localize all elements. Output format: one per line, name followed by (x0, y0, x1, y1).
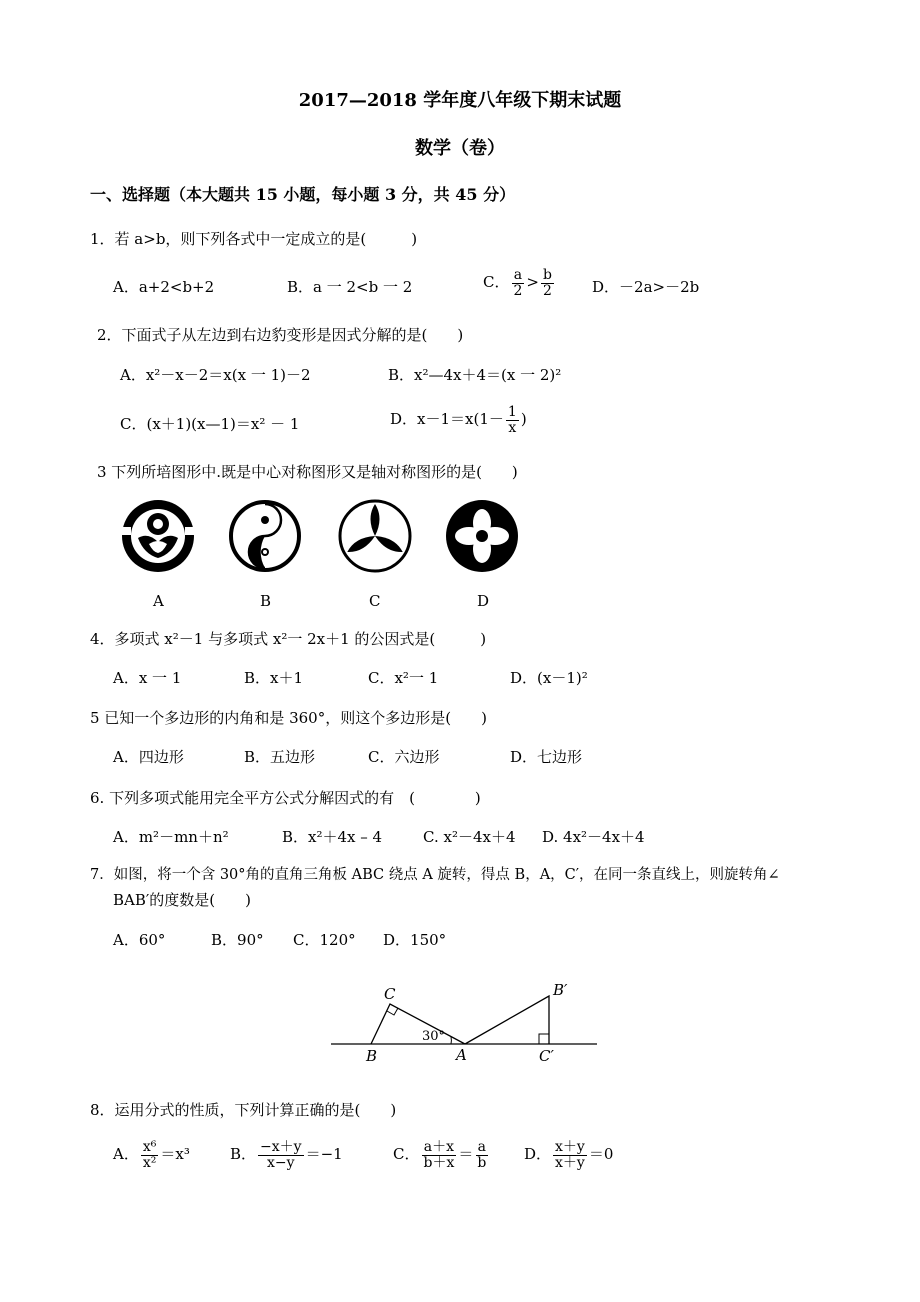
q8-d-frac (553, 1140, 587, 1170)
q1-c-operator: > (526, 273, 539, 292)
q5-option-b: B．五边形 (244, 748, 316, 766)
numerator: x＋y (555, 1139, 585, 1155)
q8-c-frac-right (475, 1140, 488, 1170)
q4-option-c: C．x²一 1 (368, 669, 439, 687)
q7-option-d: D．150° (383, 931, 447, 949)
q4-stem: 4．多项式 x²－1 与多项式 x²一 2x＋1 的公因式是( ) (90, 630, 487, 648)
q5-option-d: D．七边形 (510, 748, 583, 766)
q8-d-suffix: ＝0 (588, 1145, 614, 1164)
right-angle-mark-c (387, 1008, 398, 1015)
q7-stem-line2: BAB′的度数是( ) (113, 891, 251, 909)
q2-d-prefix: D．x－1＝x(1－ (390, 410, 504, 429)
page-subtitle: 数学（卷） (415, 138, 505, 159)
q8-option-b (230, 1140, 343, 1170)
denominator: x (508, 419, 517, 436)
q1-option-b: B．a 一 2<b 一 2 (287, 278, 413, 296)
label-b: B (366, 1047, 378, 1065)
q1-stem: 1．若 a>b，则下列各式中一定成立的是( ) (90, 230, 418, 248)
denominator: b＋x (423, 1154, 455, 1171)
q8-option-d (524, 1140, 613, 1170)
numerator: a＋x (423, 1139, 455, 1155)
numerator: −x＋y (260, 1139, 302, 1155)
q4-option-b: B．x＋1 (244, 669, 304, 687)
q3-figures (110, 495, 540, 580)
q4-option-a: A．x 一 1 (113, 669, 182, 687)
numerator: a (477, 1139, 487, 1155)
numerator: 1 (507, 404, 517, 420)
q8-b-prefix: B． (230, 1145, 257, 1164)
q8-b-suffix: ＝−1 (305, 1145, 343, 1164)
q8-c-frac-left (421, 1140, 456, 1170)
label-angle: 30° (422, 1029, 446, 1044)
q8-b-frac (258, 1140, 304, 1170)
q8-a-prefix: A． (113, 1145, 139, 1164)
q2-option-d (390, 405, 527, 435)
q7-option-b: B．90° (211, 931, 264, 949)
section-heading: 一、选择题（本大题共 15 小题，每小题 3 分，共 45 分） (90, 185, 516, 204)
q2-d-suffix: ) (520, 410, 527, 429)
q3-label-b: B (260, 592, 272, 610)
q1-c-frac-right (541, 268, 554, 298)
q2-option-c: C．(x＋1)(x—1)＝x² － 1 (120, 415, 300, 433)
q1-option-c (483, 268, 556, 298)
q6-stem: 6. 下列多项式能用完全平方公式分解因式的有 ( ) (90, 789, 481, 807)
q5-option-c: C．六边形 (368, 748, 440, 766)
q3-label-d: D (477, 592, 490, 610)
q8-option-c (393, 1140, 490, 1170)
figure-b-yinyang-icon (231, 502, 299, 570)
q3-label-c: C (369, 592, 381, 610)
label-c: C (384, 985, 396, 1003)
q5-option-a: A．四边形 (113, 748, 184, 766)
q8-stem: 8．运用分式的性质，下列计算正确的是( ) (90, 1101, 397, 1119)
page-title: 2017—2018 学年度八年级下期末试题 (298, 90, 622, 111)
numerator: a (513, 267, 523, 283)
q2-stem: 2．下面式子从左边到右边豹变形是因式分解的是( ) (97, 326, 464, 344)
q2-option-a: A．x²－x－2＝x(x 一 1)－2 (120, 366, 311, 384)
q4-option-d: D．(x－1)² (510, 669, 588, 687)
q7-figure (325, 978, 605, 1068)
q8-a-suffix: ＝x³ (160, 1145, 190, 1164)
figure-a-emblem-icon (118, 500, 198, 572)
q2-option-b: B．x²—4x＋4＝(x 一 2)² (388, 366, 562, 384)
denominator: 2 (513, 282, 523, 299)
q8-d-prefix: D． (524, 1145, 552, 1164)
denominator: x² (142, 1154, 157, 1171)
q7-option-a: A．60° (113, 931, 166, 949)
q7-option-c: C．120° (293, 931, 356, 949)
q3-stem: 3 下列所培图形中.既是中心对称图形又是轴对称图形的是( ) (97, 463, 518, 481)
q8-c-operator: ＝ (458, 1145, 474, 1164)
denominator: x＋y (555, 1154, 585, 1171)
figure-c-three-blades-icon (340, 501, 410, 571)
label-a: A (456, 1046, 467, 1064)
q1-c-prefix: C． (483, 273, 510, 292)
denominator: 2 (543, 282, 552, 299)
numerator: b (542, 267, 552, 283)
denominator: x−y (267, 1154, 295, 1171)
q5-stem: 5 已知一个多边形的内角和是 360°，则这个多边形是( ) (90, 709, 487, 727)
q8-a-frac (141, 1140, 159, 1170)
q1-c-frac-left (511, 268, 524, 298)
numerator: x⁶ (142, 1139, 157, 1155)
q6-option-c: C. x²－4x＋4 (423, 828, 516, 846)
q1-option-a: A．a+2<b+2 (113, 278, 215, 296)
q6-option-d: D. 4x²－4x＋4 (542, 828, 645, 846)
triangle-ab-prime-c-prime (465, 996, 549, 1044)
q3-label-a: A (153, 592, 164, 610)
q8-option-a (113, 1140, 190, 1170)
q2-d-frac (506, 405, 519, 435)
label-c-prime: C′ (539, 1047, 554, 1065)
q7-stem-line1: 7．如图，将一个含 30°角的直角三角板 ABC 绕点 A 旋转，得点 B，A，C′，在同一条直线上，则旋转角∠ (90, 867, 780, 883)
denominator: b (477, 1154, 487, 1171)
q8-c-prefix: C． (393, 1145, 420, 1164)
q6-option-a: A．m²－mn＋n² (113, 828, 229, 846)
right-angle-mark-c-prime (539, 1034, 549, 1044)
q6-option-b: B．x²＋4x – 4 (282, 828, 383, 846)
label-b-prime: B′ (553, 981, 568, 999)
q1-option-d: D．－2a>－2b (592, 278, 700, 296)
figure-d-four-petals-icon (446, 500, 518, 572)
